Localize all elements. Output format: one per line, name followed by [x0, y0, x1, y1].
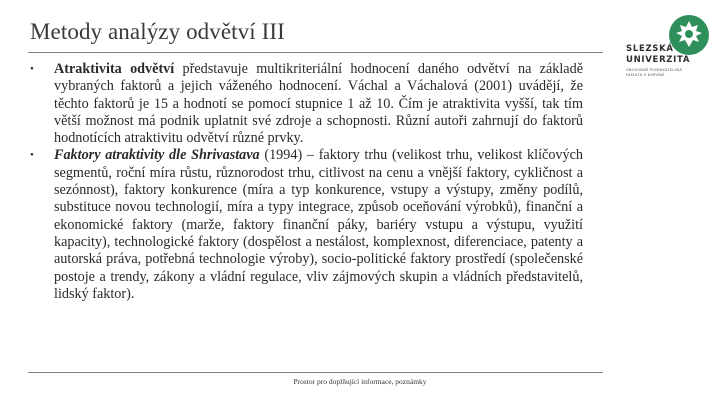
slide-content — [28, 61, 583, 303]
logo-subline-2: FAKULTA V KARVINÉ — [626, 73, 665, 77]
bullet-term: Atraktivita odvětví — [54, 61, 175, 77]
university-emblem-icon — [668, 14, 710, 56]
logo-line-2: UNIVERZITA — [626, 55, 691, 65]
logo-line-1: SLEZSKÁ — [626, 44, 674, 54]
logo-subline-1: OBCHODNĚ PODNIKATELSKÁ — [626, 68, 683, 72]
slide-title: Metody analýzy odvětví III — [30, 19, 285, 44]
bullet-text: (1994) – faktory trhu (velikost trhu, velikost klíčových segmentů, roční míra růstu, různorodost trhu, citlivost na cenu a vnější faktory, cykličnost a sezónnost), faktory konkurence (míra a typ konkurence, vstupy a výstupy, změny podílů, substituce novou technologií, míra a typy integrace, způsob oceňování výrobků), finanční a ekonomické faktory (marže, faktory finanční páky, bariéry vstupu a výstupu, využití kapacity), technologické faktory (dospělost a nestálost, komplexnost, diferenciace, patenty a autorská práva, potřebná technologie výroby), socio-politické faktory prostředí (společenské postoje a trendy, zákony a vládní regulace, vliv zájmových skupin a vládních představitelů, lidský faktor). — [54, 147, 583, 302]
footer-divider — [28, 372, 603, 373]
bullet-item-faktory — [28, 147, 583, 303]
bullet-text: představuje multikriteriální hodnocení daného odvětví na základě vybraných faktorů a jejich váženého hodnocení. Váchal a Váchalová (2001) uvádějí, že těchto faktorů je 15 a hodnotí se pomocí stupnice 1 až 10. Čím je atraktivita vyšší, tak tím větší možnost má podnik uplatnit své zdroje a schopnosti. Různí autoři zahrnují do faktorů hodnotících atraktivitu odvětví různé prvky. — [54, 61, 583, 147]
bullet-dot-icon: • — [30, 149, 34, 162]
footer-note: Prostor pro doplňující informace, poznámky — [293, 377, 427, 386]
bullet-term: Faktory atraktivity dle Shrivastava — [54, 147, 260, 164]
title-divider — [28, 52, 603, 53]
bullet-paragraph — [54, 147, 583, 303]
bullet-item-atraktivita — [28, 61, 583, 147]
bullet-dot-icon: • — [30, 63, 34, 75]
bullet-paragraph — [54, 61, 583, 147]
university-logo — [620, 14, 715, 100]
